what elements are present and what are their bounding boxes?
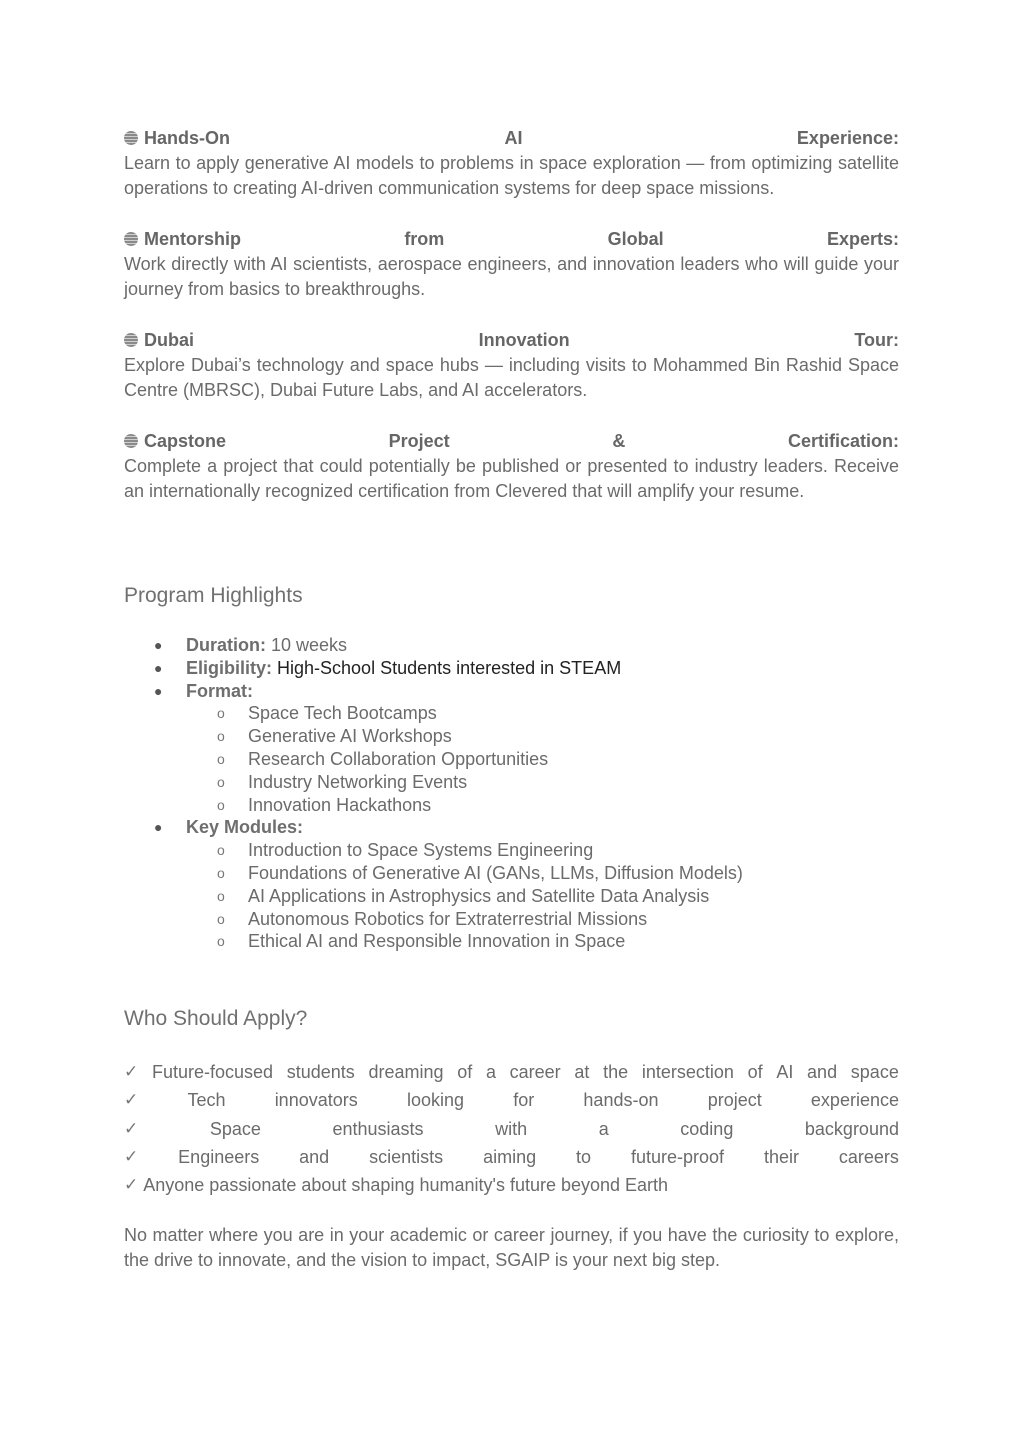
apply-item [124, 1115, 899, 1143]
circle-bullet-icon: o [217, 842, 225, 859]
eligibility-value: High-School Students interested in STEAM [272, 657, 622, 678]
sub-list-item [124, 839, 899, 862]
who-should-apply-heading: Who Should Apply? [124, 1007, 308, 1030]
apply-list [124, 1058, 899, 1199]
sub-item-text: Industry Networking Events [248, 771, 468, 792]
highlights-list [124, 634, 899, 953]
sub-list-item [124, 794, 899, 817]
heading-first [124, 328, 194, 353]
checkmark-icon: ✓ [124, 1146, 139, 1166]
list-item [124, 657, 899, 680]
apply-word: future-proof [630, 1146, 725, 1167]
globe-icon [124, 232, 138, 246]
apply-word: looking [406, 1090, 464, 1111]
sub-item-text: Foundations of Generative AI (GANs, LLMs, Diffusion Models) [248, 862, 743, 883]
apply-word: their [763, 1146, 799, 1167]
apply-word: careers [838, 1146, 899, 1167]
apply-word: and [299, 1146, 330, 1167]
program-highlights-heading: Program Highlights [124, 584, 303, 607]
sub-item-text: Generative AI Workshops [248, 726, 452, 747]
apply-word: of [457, 1062, 473, 1082]
duration-label: Duration: [186, 635, 266, 655]
sub-item-text: Research Collaboration Opportunities [248, 748, 549, 769]
circle-bullet-icon: o [217, 887, 225, 904]
feature-heading [124, 227, 899, 252]
duration-value: 10 weeks [266, 635, 348, 655]
heading-word: Project [388, 431, 450, 451]
apply-word: students [286, 1062, 355, 1082]
apply-word: scientists [369, 1146, 444, 1167]
heading-first [124, 227, 241, 252]
apply-word: project [707, 1090, 762, 1111]
sub-list-item [124, 908, 899, 931]
apply-word: for [513, 1090, 535, 1111]
globe-icon [124, 131, 138, 145]
sub-list-item [124, 725, 899, 748]
sub-list-item [124, 748, 899, 771]
apply-word: of [747, 1062, 763, 1082]
apply-word: coding [680, 1118, 734, 1139]
sub-list-item [124, 930, 899, 953]
sub-list-item [124, 862, 899, 885]
apply-word: Future-focused [151, 1062, 274, 1082]
list-item [124, 680, 899, 703]
apply-word: innovators [274, 1090, 358, 1111]
heading-word: Global [607, 229, 664, 249]
bullet-icon: ● [154, 637, 163, 653]
checkmark-icon: ✓ [124, 1062, 139, 1081]
circle-bullet-icon: o [217, 750, 225, 767]
checkmark-icon: ✓ [124, 1118, 139, 1138]
apply-word: with [495, 1118, 528, 1139]
list-item [124, 634, 899, 657]
apply-word: Tech [187, 1090, 226, 1111]
heading-word: & [612, 431, 626, 451]
heading-word: from [404, 229, 445, 249]
circle-bullet-icon: o [217, 773, 225, 790]
globe-icon [124, 333, 138, 347]
apply-word: Space [209, 1118, 261, 1139]
feature-block [124, 328, 899, 403]
sub-list-item [124, 885, 899, 908]
heading-word: Experience: [796, 128, 899, 148]
bullet-icon: ● [154, 659, 163, 676]
features-section [124, 126, 899, 504]
heading-word: Capstone [144, 431, 227, 451]
closing-paragraph: No matter where you are in your academic or career journey, if you have the curiosity to explore, the drive to innovate, and the vision to impact, SGAIP is your next big step. [124, 1225, 899, 1270]
apply-text: Anyone passionate about shaping humanity's future beyond Earth [143, 1175, 669, 1196]
feature-description: Learn to apply generative AI models to problems in space exploration — from optimizing satellite operations to creating AI-driven communication systems for deep space missions. [124, 153, 899, 198]
heading-word: Mentorship [144, 229, 241, 249]
globe-icon [124, 434, 138, 448]
heading-word: Experts: [826, 229, 899, 249]
apply-word: AI [776, 1062, 794, 1082]
heading-word: AI [504, 128, 523, 148]
apply-word: at [574, 1062, 590, 1082]
heading-first [124, 429, 226, 454]
apply-word: and [807, 1062, 838, 1082]
heading-word: Tour: [854, 330, 899, 350]
feature-block [124, 227, 899, 302]
apply-word: experience [810, 1090, 899, 1111]
format-sublist [124, 702, 899, 816]
circle-bullet-icon: o [217, 705, 225, 722]
heading-first [124, 126, 230, 151]
feature-heading [124, 328, 899, 353]
apply-word: hands-on [583, 1090, 659, 1111]
feature-block [124, 126, 899, 201]
apply-item [124, 1058, 899, 1086]
sub-list-item [124, 702, 899, 725]
apply-word: the [603, 1062, 629, 1082]
apply-word: dreaming [368, 1062, 444, 1082]
feature-description: Explore Dubai’s technology and space hubs — including visits to Mohammed Bin Rashid Space Centre (MBRSC), Dubai Future Labs, and AI accelerators. [124, 355, 899, 400]
apply-item [124, 1171, 899, 1199]
modules-label: Key Modules: [186, 817, 304, 838]
list-item [124, 816, 899, 839]
feature-heading [124, 126, 899, 151]
apply-word: career [509, 1062, 561, 1082]
sub-list-item [124, 771, 899, 794]
apply-word: enthusiasts [332, 1118, 424, 1139]
feature-description: Work directly with AI scientists, aerospace engineers, and innovation leaders who will guide your journey from basics to breakthroughs. [124, 254, 899, 299]
checkmark-icon: ✓ [124, 1175, 139, 1195]
feature-description: Complete a project that could potentially be published or presented to industry leaders. Receive an internationally recognized certification from Clevered that will amplify your resume. [124, 456, 899, 501]
modules-sublist [124, 839, 899, 953]
bullet-icon: ● [154, 682, 163, 699]
circle-bullet-icon: o [217, 796, 225, 813]
sub-item-text: Autonomous Robotics for Extraterrestrial Missions [248, 908, 648, 929]
bullet-icon: ● [154, 819, 163, 836]
apply-item [124, 1143, 899, 1171]
sub-item-text: Innovation Hackathons [248, 794, 432, 815]
heading-word: Certification: [787, 431, 899, 451]
apply-item [124, 1086, 899, 1114]
checkmark-icon: ✓ [124, 1090, 139, 1110]
feature-block [124, 429, 899, 504]
sub-item-text: Space Tech Bootcamps [248, 703, 437, 724]
circle-bullet-icon: o [217, 728, 225, 745]
heading-word: Dubai [144, 330, 195, 350]
document-page [124, 126, 899, 1270]
heading-word: Innovation [478, 330, 570, 350]
apply-word: intersection [641, 1062, 734, 1082]
circle-bullet-icon: o [217, 864, 225, 881]
circle-bullet-icon: o [217, 933, 225, 950]
feature-heading [124, 429, 899, 454]
apply-word: Engineers [178, 1146, 260, 1167]
heading-word: Hands-On [144, 128, 231, 148]
format-label: Format: [186, 680, 253, 701]
apply-word: space [850, 1062, 899, 1082]
sub-item-text: Ethical AI and Responsible Innovation in Space [248, 931, 626, 952]
sub-item-text: Introduction to Space Systems Engineering [248, 840, 594, 861]
circle-bullet-icon: o [217, 910, 225, 927]
eligibility-label: Eligibility: [186, 657, 273, 678]
apply-word: a [598, 1118, 609, 1139]
sub-item-text: AI Applications in Astrophysics and Satellite Data Analysis [248, 885, 710, 906]
apply-word: background [804, 1118, 899, 1139]
apply-word: aiming [483, 1146, 537, 1167]
apply-word: a [485, 1062, 496, 1082]
apply-word: to [576, 1146, 592, 1167]
